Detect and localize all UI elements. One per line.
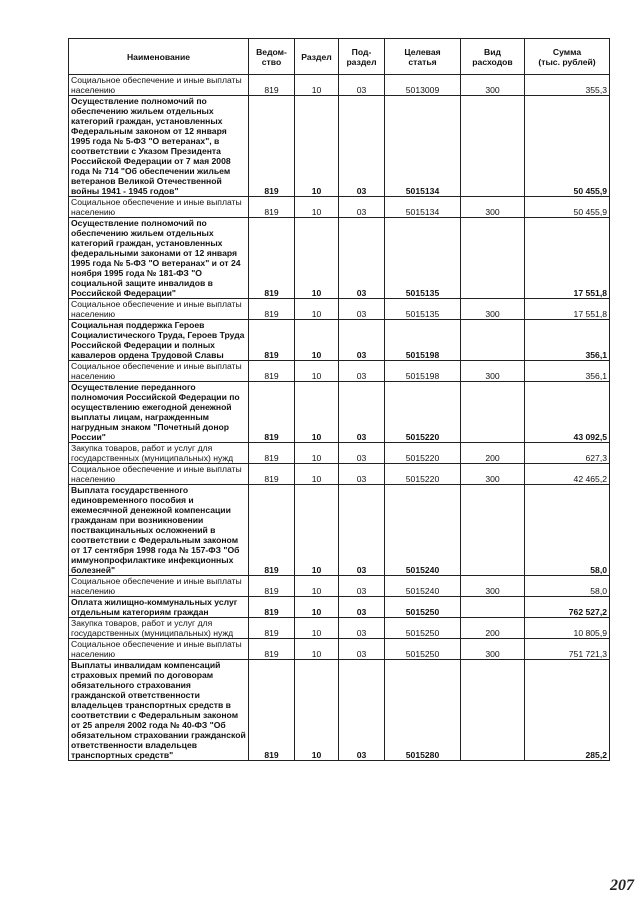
table-row xyxy=(69,75,610,96)
table-row xyxy=(69,382,610,443)
row-amount: 42 465,2 xyxy=(525,464,610,485)
row-kind: 300 xyxy=(461,464,525,485)
col-kind-header: Вид расходов xyxy=(461,39,525,75)
row-kind xyxy=(461,218,525,299)
table-row xyxy=(69,485,610,576)
row-dept: 819 xyxy=(249,639,295,660)
row-kind: 200 xyxy=(461,443,525,464)
row-name: Оплата жилищно-коммунальных услуг отдельным категориям граждан xyxy=(69,597,249,618)
row-subsection: 03 xyxy=(339,485,385,576)
row-amount: 43 092,5 xyxy=(525,382,610,443)
table-row xyxy=(69,361,610,382)
row-section: 10 xyxy=(295,320,339,361)
row-dept: 819 xyxy=(249,361,295,382)
row-subsection: 03 xyxy=(339,639,385,660)
row-dept: 819 xyxy=(249,197,295,218)
table-row xyxy=(69,218,610,299)
table-row xyxy=(69,639,610,660)
row-kind: 200 xyxy=(461,618,525,639)
row-target: 5015250 xyxy=(385,597,461,618)
row-name: Осуществление переданного полномочия Российской Федерации по осуществлению ежегодной денежной выплаты лицам, награжденным нагрудным знаком "Почетный донор России" xyxy=(69,382,249,443)
row-amount: 50 455,9 xyxy=(525,96,610,197)
row-subsection: 03 xyxy=(339,197,385,218)
table-row xyxy=(69,464,610,485)
row-kind xyxy=(461,660,525,761)
row-dept: 819 xyxy=(249,382,295,443)
table-body xyxy=(69,75,610,761)
row-kind xyxy=(461,485,525,576)
row-target: 5015134 xyxy=(385,197,461,218)
table-row xyxy=(69,96,610,197)
row-name: Закупка товаров, работ и услуг для государственных (муниципальных) нужд xyxy=(69,443,249,464)
row-amount: 10 805,9 xyxy=(525,618,610,639)
budget-table xyxy=(68,38,610,761)
row-amount: 762 527,2 xyxy=(525,597,610,618)
row-dept: 819 xyxy=(249,576,295,597)
row-dept: 819 xyxy=(249,75,295,96)
row-target: 5015134 xyxy=(385,96,461,197)
row-name: Социальное обеспечение и иные выплаты населению xyxy=(69,639,249,660)
row-section: 10 xyxy=(295,96,339,197)
row-dept: 819 xyxy=(249,618,295,639)
row-kind xyxy=(461,320,525,361)
row-name: Социальное обеспечение и иные выплаты населению xyxy=(69,464,249,485)
row-amount: 356,1 xyxy=(525,361,610,382)
row-subsection: 03 xyxy=(339,218,385,299)
row-dept: 819 xyxy=(249,218,295,299)
row-subsection: 03 xyxy=(339,618,385,639)
header-row xyxy=(69,39,610,75)
row-target: 5015240 xyxy=(385,576,461,597)
row-target: 5015198 xyxy=(385,320,461,361)
row-dept: 819 xyxy=(249,485,295,576)
row-kind xyxy=(461,382,525,443)
row-section: 10 xyxy=(295,299,339,320)
row-subsection: 03 xyxy=(339,660,385,761)
row-subsection: 03 xyxy=(339,320,385,361)
col-section-header: Раздел xyxy=(295,39,339,75)
row-subsection: 03 xyxy=(339,464,385,485)
table-row xyxy=(69,443,610,464)
row-dept: 819 xyxy=(249,299,295,320)
row-target: 5015135 xyxy=(385,299,461,320)
row-kind xyxy=(461,597,525,618)
table-row xyxy=(69,597,610,618)
row-dept: 819 xyxy=(249,320,295,361)
row-subsection: 03 xyxy=(339,382,385,443)
row-amount: 17 551,8 xyxy=(525,299,610,320)
row-target: 5015220 xyxy=(385,382,461,443)
row-amount: 627,3 xyxy=(525,443,610,464)
row-amount: 751 721,3 xyxy=(525,639,610,660)
row-subsection: 03 xyxy=(339,96,385,197)
row-name: Социальное обеспечение и иные выплаты населению xyxy=(69,75,249,96)
row-kind: 300 xyxy=(461,576,525,597)
row-amount: 355,3 xyxy=(525,75,610,96)
row-name: Выплаты инвалидам компенсаций страховых премий по договорам обязательного страхования гражданской ответственности владельцев транспортных средств в соответствии с Федеральным законом от 25 апреля 2002 года № 40-ФЗ "Об обязательном страховании гражданской ответственности владельцев транспортных средств" xyxy=(69,660,249,761)
row-kind: 300 xyxy=(461,361,525,382)
row-target: 5013009 xyxy=(385,75,461,96)
table-row xyxy=(69,618,610,639)
row-kind: 300 xyxy=(461,299,525,320)
row-name: Социальное обеспечение и иные выплаты населению xyxy=(69,361,249,382)
row-section: 10 xyxy=(295,75,339,96)
row-section: 10 xyxy=(295,443,339,464)
row-section: 10 xyxy=(295,197,339,218)
row-section: 10 xyxy=(295,361,339,382)
col-subsection-header: Под- раздел xyxy=(339,39,385,75)
page-number: 207 xyxy=(610,877,634,894)
row-name: Социальное обеспечение и иные выплаты населению xyxy=(69,197,249,218)
row-target: 5015240 xyxy=(385,485,461,576)
row-kind xyxy=(461,96,525,197)
row-name: Закупка товаров, работ и услуг для государственных (муниципальных) нужд xyxy=(69,618,249,639)
row-section: 10 xyxy=(295,576,339,597)
table-row xyxy=(69,299,610,320)
row-section: 10 xyxy=(295,485,339,576)
row-section: 10 xyxy=(295,618,339,639)
row-dept: 819 xyxy=(249,464,295,485)
row-dept: 819 xyxy=(249,597,295,618)
row-section: 10 xyxy=(295,382,339,443)
col-amount-header: Сумма (тыс. рублей) xyxy=(525,39,610,75)
col-target-header: Целевая статья xyxy=(385,39,461,75)
row-target: 5015280 xyxy=(385,660,461,761)
row-subsection: 03 xyxy=(339,299,385,320)
row-subsection: 03 xyxy=(339,576,385,597)
row-target: 5015250 xyxy=(385,618,461,639)
row-target: 5015135 xyxy=(385,218,461,299)
row-dept: 819 xyxy=(249,443,295,464)
row-dept: 819 xyxy=(249,96,295,197)
row-subsection: 03 xyxy=(339,597,385,618)
table-row xyxy=(69,320,610,361)
row-kind: 300 xyxy=(461,75,525,96)
row-name: Осуществление полномочий по обеспечению жильем отдельных категорий граждан, установленных федеральными законами от 12 января 1995 года № 5-ФЗ "О ветеранах" и от 24 ноября 1995 года № 181-ФЗ "О социальной защите инвалидов в Российской Федерации" xyxy=(69,218,249,299)
row-name: Социальное обеспечение и иные выплаты населению xyxy=(69,299,249,320)
row-name: Социальная поддержка Героев Социалистического Труда, Героев Труда Российской Федерации и полных кавалеров ордена Трудовой Славы xyxy=(69,320,249,361)
row-amount: 50 455,9 xyxy=(525,197,610,218)
row-amount: 17 551,8 xyxy=(525,218,610,299)
table-row xyxy=(69,197,610,218)
row-subsection: 03 xyxy=(339,75,385,96)
row-target: 5015250 xyxy=(385,639,461,660)
row-name: Социальное обеспечение и иные выплаты населению xyxy=(69,576,249,597)
table-row xyxy=(69,660,610,761)
row-amount: 356,1 xyxy=(525,320,610,361)
row-kind: 300 xyxy=(461,197,525,218)
row-name: Выплата государственного единовременного пособия и ежемесячной денежной компенсации гражданам при возникновении поствакцинальных осложнений в соответствии с Федеральным законом от 17 сентября 1998 года № 157-ФЗ "Об иммунопрофилактике инфекционных болезней" xyxy=(69,485,249,576)
row-amount: 58,0 xyxy=(525,576,610,597)
row-name: Осуществление полномочий по обеспечению жильем отдельных категорий граждан, установленных Федеральным законом от 12 января 1995 года № 5-ФЗ "О ветеранах", в соответствии с Указом Президента Российской Федерации от 7 мая 2008 года № 714 "Об обеспечении жильем ветеранов Великой Отечественной войны 1941 - 1945 годов" xyxy=(69,96,249,197)
row-section: 10 xyxy=(295,464,339,485)
row-section: 10 xyxy=(295,639,339,660)
row-target: 5015220 xyxy=(385,464,461,485)
row-dept: 819 xyxy=(249,660,295,761)
col-dept-header: Ведом- ство xyxy=(249,39,295,75)
row-section: 10 xyxy=(295,218,339,299)
row-target: 5015198 xyxy=(385,361,461,382)
row-amount: 285,2 xyxy=(525,660,610,761)
col-name-header: Наименование xyxy=(69,39,249,75)
row-target: 5015220 xyxy=(385,443,461,464)
row-section: 10 xyxy=(295,660,339,761)
row-subsection: 03 xyxy=(339,361,385,382)
row-kind: 300 xyxy=(461,639,525,660)
row-section: 10 xyxy=(295,597,339,618)
row-amount: 58,0 xyxy=(525,485,610,576)
row-subsection: 03 xyxy=(339,443,385,464)
table-row xyxy=(69,576,610,597)
